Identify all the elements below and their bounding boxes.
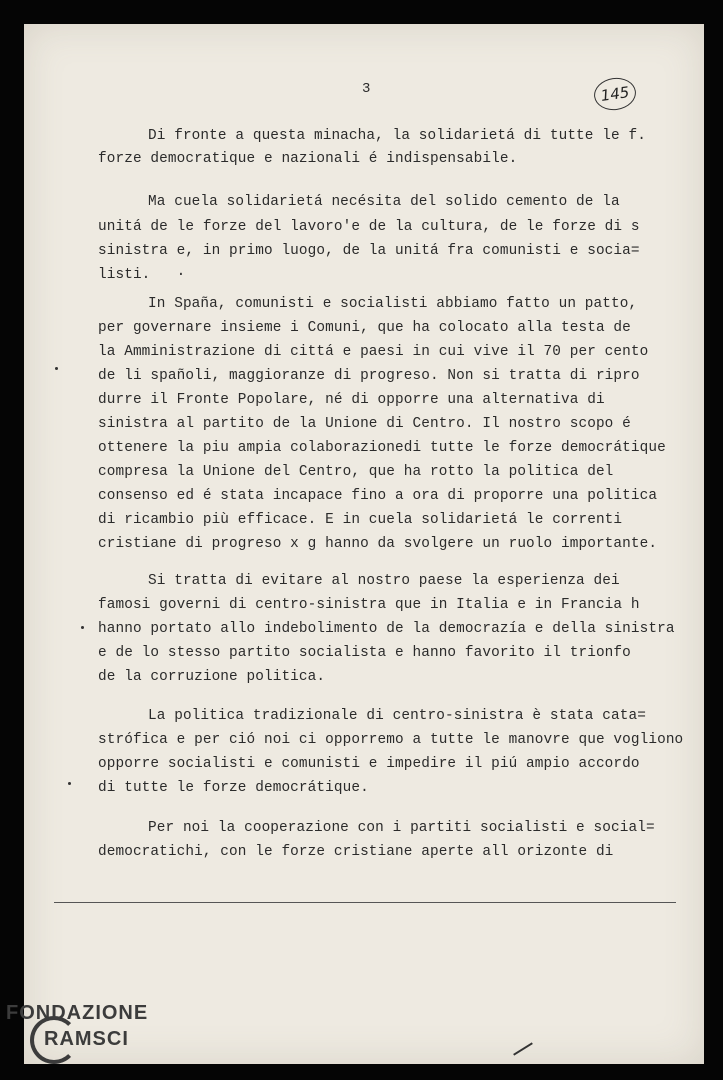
text-line: per governare insieme i Comuni, que ha colocato alla testa de (98, 320, 631, 336)
text-line: hanno portato allo indebolimento de la democrazía e della sinistra (98, 621, 675, 637)
text-line: compresa la Unione del Centro, que ha rotto la politica del (98, 464, 614, 480)
page-number: 3 (362, 81, 371, 97)
pencil-stroke (513, 1042, 533, 1055)
text-line: forze democratique e nazionali é indispensabile. (98, 151, 518, 167)
fondazione-gramsci-watermark (6, 1000, 148, 1052)
text-line: Per noi la cooperazione con i partiti socialisti e social= (148, 820, 655, 836)
horizontal-divider (54, 902, 676, 903)
archive-number-stamp: 145 (592, 75, 638, 113)
text-line: Di fronte a questa minacha, la solidarietá di tutte le f. (148, 128, 646, 144)
text-line: sinistra al partito de la Unione di Centro. Il nostro scopo é (98, 416, 631, 432)
ink-dot (81, 626, 84, 629)
text-line: cristiane di progreso x g hanno da svolgere un ruolo importante. (98, 536, 658, 552)
text-line: In Spaña, comunisti e socialisti abbiamo fatto un patto, (148, 296, 638, 312)
text-line: famosi governi di centro-sinistra que in Italia e in Francia h (98, 597, 640, 613)
text-line: Si tratta di evitare al nostro paese la esperienza dei (148, 573, 620, 589)
text-line: strófica e per ció noi ci opporremo a tutte le manovre que vogliono (98, 732, 684, 748)
text-line: unitá de le forze del lavoro'e de la cultura, de le forze di s (98, 219, 640, 235)
text-line: di ricambio più efficace. E in cuela solidarietá le correnti (98, 512, 623, 528)
text-line: consenso ed é stata incapace fino a ora di proporre una politica (98, 488, 658, 504)
text-line: La politica tradizionale di centro-sinistra è stata cata= (148, 708, 646, 724)
text-line: de la corruzione politica. (98, 669, 326, 685)
text-line: ottenere la piu ampia colaborazionedi tutte le forze democrátique (98, 440, 666, 456)
watermark-line-2: RAMSCI (44, 1028, 129, 1050)
text-line: e de lo stesso partito socialista e hanno favorito il trionfo (98, 645, 631, 661)
text-line: listi. · (98, 267, 186, 283)
text-line: opporre socialisti e comunisti e impedire il piú ampio accordo (98, 756, 640, 772)
text-line: durre il Fronte Popolare, né di opporre una alternativa di (98, 392, 605, 408)
document-page (24, 24, 704, 1064)
text-line: la Amministrazione di cittá e paesi in cui vive il 70 per cento (98, 344, 649, 360)
text-line: di tutte le forze democrátique. (98, 780, 369, 796)
text-line: democratichi, con le forze cristiane aperte all orizonte di (98, 844, 614, 860)
text-line: Ma cuela solidarietá necésita del solido cemento de la (148, 194, 620, 210)
ink-dot (55, 367, 58, 370)
watermark-line-1: FONDAZIONE (6, 1002, 149, 1024)
watermark-g-icon (30, 1016, 78, 1064)
text-line: sinistra e, in primo luogo, de la unitá fra comunisti e socia= (98, 243, 640, 259)
text-line: de li spañoli, maggioranze di progreso. Non si tratta di ripro (98, 368, 640, 384)
ink-dot (68, 782, 71, 785)
